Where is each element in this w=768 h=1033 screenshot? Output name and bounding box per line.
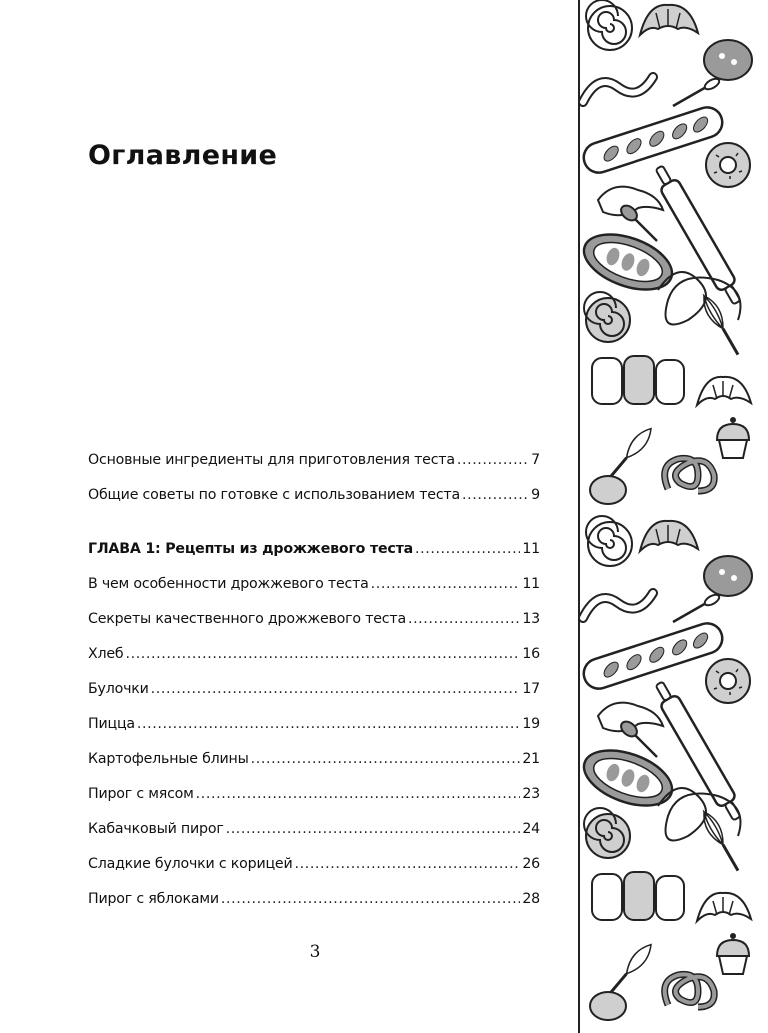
toc-entry-page: 21 — [522, 751, 540, 767]
toc-chapter-heading[interactable] — [88, 541, 540, 559]
toc-entry-page: 28 — [522, 891, 540, 907]
toc-leader-dots — [196, 786, 521, 802]
toc-entry-page: 24 — [522, 821, 540, 837]
toc-entry[interactable] — [88, 452, 540, 470]
toc-leader-dots — [221, 891, 520, 907]
toc-entry[interactable] — [88, 646, 540, 664]
toc-entry[interactable] — [88, 751, 540, 769]
toc-entry-page: 26 — [522, 856, 540, 872]
toc-entry-page: 7 — [531, 452, 540, 468]
toc-entry-page: 16 — [522, 646, 540, 662]
toc-leader-dots — [125, 646, 520, 662]
toc-entry-title: Общие советы по готовке с использованием теста — [88, 487, 460, 503]
toc-entry-title: В чем особенности дрожжевого теста — [88, 576, 369, 592]
decorative-pastry-border — [578, 0, 768, 1033]
page-title: Оглавление — [88, 140, 278, 171]
toc-entry-title: Пирог с мясом — [88, 786, 194, 802]
toc-entry-page: 11 — [522, 541, 540, 557]
toc-entry[interactable] — [88, 891, 540, 909]
toc-entry[interactable] — [88, 611, 540, 629]
toc-entry-title: Пицца — [88, 716, 135, 732]
table-of-contents — [88, 452, 540, 926]
toc-entry-title: Хлеб — [88, 646, 124, 662]
page-number: 3 — [309, 942, 321, 962]
toc-entry[interactable] — [88, 786, 540, 804]
toc-entry-title: Сладкие булочки с корицей — [88, 856, 293, 872]
toc-entry[interactable] — [88, 716, 540, 734]
toc-entry[interactable] — [88, 856, 540, 874]
toc-entry-page: 23 — [522, 786, 540, 802]
toc-leader-dots — [408, 611, 520, 627]
toc-entry[interactable] — [88, 681, 540, 699]
toc-entry-page: 19 — [522, 716, 540, 732]
toc-entry-title: ГЛАВА 1: Рецепты из дрожжевого теста — [88, 541, 413, 557]
toc-leader-dots — [137, 716, 520, 732]
toc-entry-title: Кабачковый пирог — [88, 821, 224, 837]
toc-entry-title: Булочки — [88, 681, 149, 697]
toc-entry-title: Картофельные блины — [88, 751, 249, 767]
toc-entry[interactable] — [88, 821, 540, 839]
toc-leader-dots — [457, 452, 529, 468]
toc-entry-title: Пирог с яблоками — [88, 891, 219, 907]
border-divider-line — [578, 0, 580, 1033]
pastry-doodles-illustration — [578, 0, 768, 1033]
toc-leader-dots — [415, 541, 520, 557]
toc-entry-page: 13 — [522, 611, 540, 627]
toc-leader-dots — [251, 751, 521, 767]
toc-entry-title: Секреты качественного дрожжевого теста — [88, 611, 406, 627]
toc-entry[interactable] — [88, 576, 540, 594]
toc-entry-page: 9 — [531, 487, 540, 503]
toc-leader-dots — [151, 681, 521, 697]
toc-entry-page: 17 — [522, 681, 540, 697]
toc-leader-dots — [371, 576, 521, 592]
toc-entry-page: 11 — [522, 576, 540, 592]
toc-leader-dots — [294, 856, 520, 872]
toc-leader-dots — [462, 487, 529, 503]
toc-entry[interactable] — [88, 487, 540, 505]
toc-entry-title: Основные ингредиенты для приготовления теста — [88, 452, 455, 468]
toc-leader-dots — [226, 821, 521, 837]
